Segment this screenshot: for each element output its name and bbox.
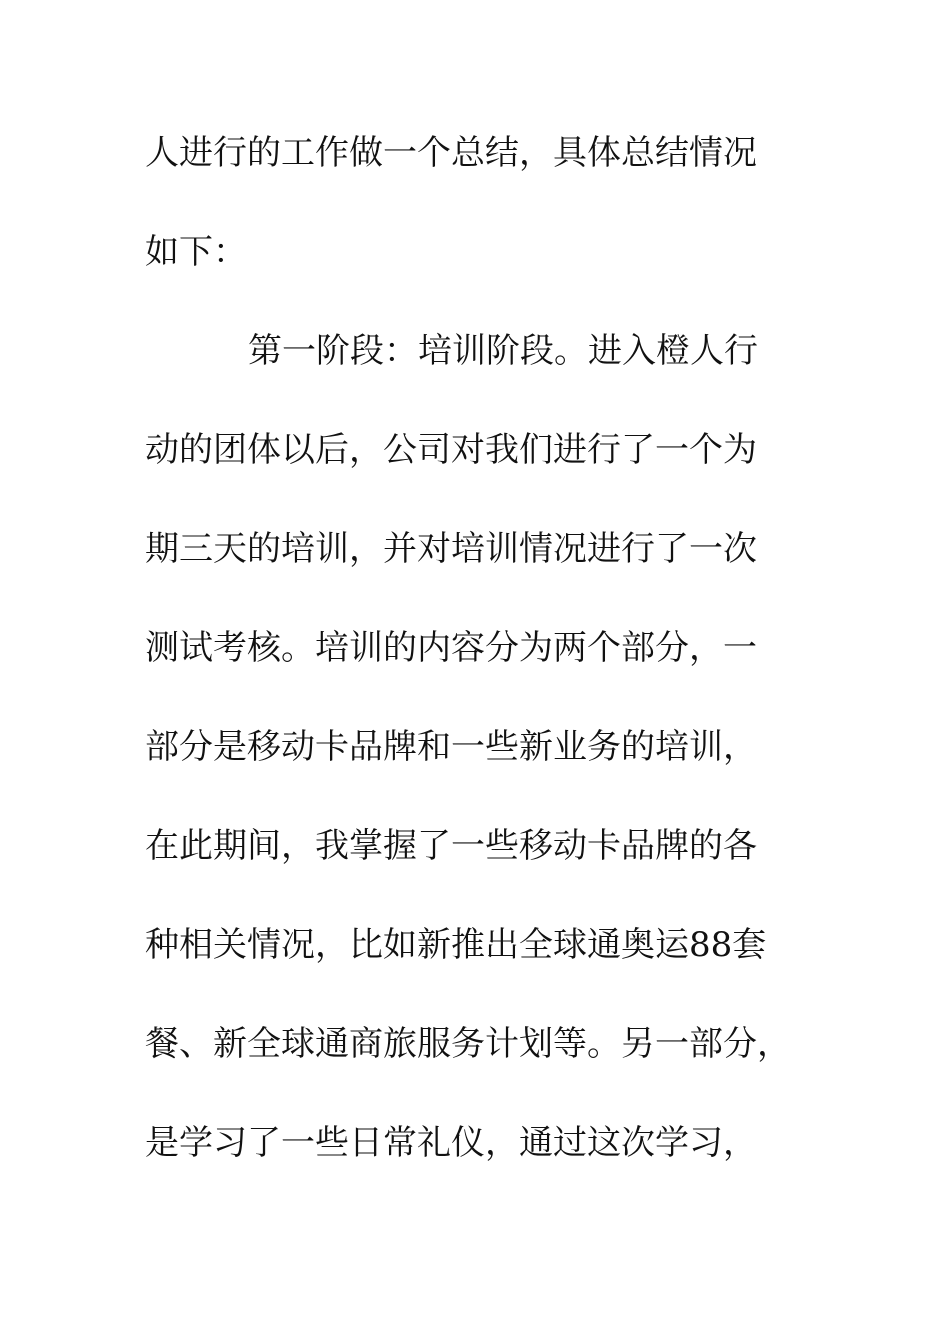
text-line: 期三天的培训，并对培训情况进行了一次 [145, 529, 757, 569]
text-line: 测试考核。培训的内容分为两个部分，一 [145, 628, 757, 668]
text-line: 部分是移动卡品牌和一些新业务的培训， [145, 727, 757, 767]
text-line: 种相关情况，比如新推出全球通奥运88套 [145, 925, 767, 965]
text-line: 人进行的工作做一个总结，具体总结情况 [145, 133, 757, 173]
text-line: 如下： [145, 232, 247, 272]
text-line: 是学习了一些日常礼仪，通过这次学习， [145, 1123, 757, 1163]
paragraph-first-line: 第一阶段：培训阶段。进入橙人行 [248, 331, 758, 371]
text-line: 动的团体以后，公司对我们进行了一个为 [145, 430, 757, 470]
text-line: 餐、新全球通商旅服务计划等。另一部分， [145, 1024, 791, 1064]
text-line: 在此期间，我掌握了一些移动卡品牌的各 [145, 826, 757, 866]
